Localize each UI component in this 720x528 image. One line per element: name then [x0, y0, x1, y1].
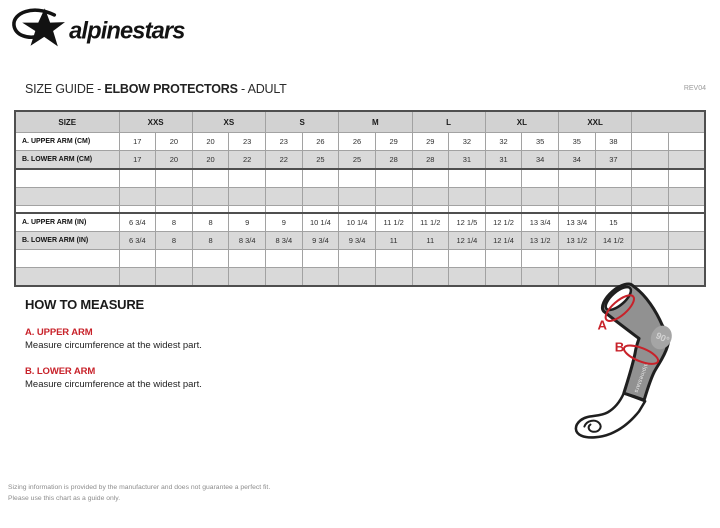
- value-cell: [266, 250, 303, 268]
- value-cell: [412, 250, 449, 268]
- value-cell: 8 3/4: [229, 232, 266, 250]
- value-cell: [229, 169, 266, 188]
- value-cell: 32: [485, 133, 522, 151]
- value-cell: 37: [595, 151, 632, 170]
- revision-label: REV04: [683, 85, 706, 92]
- value-cell: [559, 169, 596, 188]
- size-column-header: XXL: [559, 111, 632, 133]
- elbow-protector-diagram: [553, 282, 720, 478]
- value-cell: [192, 169, 229, 188]
- value-cell: 11 1/2: [375, 213, 412, 232]
- size-column-header: M: [339, 111, 412, 133]
- row-label: B. LOWER ARM (CM): [15, 151, 119, 170]
- value-cell: [119, 250, 156, 268]
- value-cell: [412, 268, 449, 287]
- size-table-header-row: [15, 111, 705, 133]
- value-cell: [522, 250, 559, 268]
- upper-arm-description: Measure circumference at the widest part.: [25, 340, 202, 351]
- value-cell: 28: [375, 151, 412, 170]
- value-cell: [302, 250, 339, 268]
- footer-line-1: Sizing information is provided by the manufacturer and does not guarantee a perfect fit.: [8, 484, 271, 491]
- value-cell: 8 3/4: [266, 232, 303, 250]
- value-cell: 34: [522, 151, 559, 170]
- value-cell: [119, 206, 156, 214]
- value-cell: 10 1/4: [302, 213, 339, 232]
- elbow-sleeve-icon: [602, 283, 675, 400]
- value-cell: 23: [266, 133, 303, 151]
- value-cell: 11: [412, 232, 449, 250]
- logo-wordmark: alpinestars: [69, 18, 185, 45]
- value-cell: [595, 206, 632, 214]
- value-cell: 22: [229, 151, 266, 170]
- size-table-section: [14, 110, 706, 287]
- value-cell: [192, 250, 229, 268]
- value-cell: [192, 206, 229, 214]
- value-cell: [156, 169, 193, 188]
- value-cell: [375, 206, 412, 214]
- value-cell: [119, 169, 156, 188]
- value-cell: 13 3/4: [522, 213, 559, 232]
- row-label: [15, 250, 119, 268]
- value-cell: 13 1/2: [522, 232, 559, 250]
- value-cell: [339, 250, 376, 268]
- value-cell: 25: [339, 151, 376, 170]
- value-cell: 35: [522, 133, 559, 151]
- row-label: A. UPPER ARM (CM): [15, 133, 119, 151]
- size-column-header: S: [266, 111, 339, 133]
- size-table-corner-header: SIZE: [15, 111, 119, 133]
- value-cell: 32: [449, 133, 486, 151]
- value-cell: [375, 268, 412, 287]
- value-cell: [485, 169, 522, 188]
- value-cell: [485, 206, 522, 214]
- size-table-row: [15, 213, 705, 232]
- value-cell: [632, 250, 669, 268]
- size-column-header: XXS: [119, 111, 192, 133]
- value-cell: 20: [192, 133, 229, 151]
- value-cell: [632, 206, 669, 214]
- value-cell: 9 3/4: [339, 232, 376, 250]
- value-cell: [668, 206, 705, 214]
- value-cell: [119, 188, 156, 206]
- value-cell: [156, 250, 193, 268]
- value-cell: [485, 188, 522, 206]
- size-table-row: [15, 250, 705, 268]
- value-cell: [485, 250, 522, 268]
- value-cell: [229, 188, 266, 206]
- value-cell: [668, 188, 705, 206]
- value-cell: [375, 169, 412, 188]
- size-table-row: [15, 133, 705, 151]
- value-cell: 23: [229, 133, 266, 151]
- value-cell: [302, 268, 339, 287]
- value-cell: [668, 133, 705, 151]
- value-cell: 28: [412, 151, 449, 170]
- measure-item-upper-arm: [25, 327, 445, 351]
- value-cell: [668, 250, 705, 268]
- diagram-label-a: A: [597, 317, 608, 333]
- value-cell: 34: [559, 151, 596, 170]
- measure-item-lower-arm: [25, 366, 445, 390]
- value-cell: 12 1/4: [449, 232, 486, 250]
- value-cell: [229, 268, 266, 287]
- value-cell: 14 1/2: [595, 232, 632, 250]
- value-cell: 31: [485, 151, 522, 170]
- value-cell: 12 1/2: [485, 213, 522, 232]
- value-cell: [449, 206, 486, 214]
- value-cell: [668, 151, 705, 170]
- alpinestars-star-icon: [14, 8, 65, 46]
- value-cell: [449, 268, 486, 287]
- value-cell: 9: [229, 213, 266, 232]
- size-table-row: [15, 232, 705, 250]
- value-cell: [595, 250, 632, 268]
- value-cell: [266, 268, 303, 287]
- row-label: [15, 268, 119, 287]
- row-label: [15, 188, 119, 206]
- value-cell: [632, 133, 669, 151]
- alpinestars-logo: [8, 6, 186, 50]
- value-cell: [229, 206, 266, 214]
- value-cell: [559, 188, 596, 206]
- size-column-header: L: [412, 111, 485, 133]
- size-table: [14, 110, 706, 287]
- size-column-header: XL: [485, 111, 558, 133]
- footer-disclaimer: [8, 483, 270, 504]
- value-cell: [156, 188, 193, 206]
- value-cell: [266, 169, 303, 188]
- value-cell: [449, 169, 486, 188]
- value-cell: [595, 188, 632, 206]
- value-cell: 38: [595, 133, 632, 151]
- value-cell: [302, 188, 339, 206]
- footer-line-2: Please use this chart as a guide only.: [8, 494, 121, 502]
- how-to-measure-section: [25, 297, 445, 390]
- value-cell: [522, 169, 559, 188]
- value-cell: [339, 206, 376, 214]
- value-cell: 8: [192, 232, 229, 250]
- value-cell: 15: [595, 213, 632, 232]
- size-table-row: [15, 206, 705, 214]
- value-cell: 11: [375, 232, 412, 250]
- value-cell: 17: [119, 151, 156, 170]
- value-cell: 20: [192, 151, 229, 170]
- value-cell: 31: [449, 151, 486, 170]
- title-prefix: SIZE GUIDE -: [25, 82, 105, 96]
- value-cell: 22: [266, 151, 303, 170]
- value-cell: [375, 188, 412, 206]
- value-cell: [192, 268, 229, 287]
- value-cell: [632, 232, 669, 250]
- value-cell: 9 3/4: [302, 232, 339, 250]
- row-label: A. UPPER ARM (IN): [15, 213, 119, 232]
- size-table-row: [15, 169, 705, 188]
- value-cell: [485, 268, 522, 287]
- size-column-header: [632, 111, 705, 133]
- value-cell: [595, 169, 632, 188]
- title-product: ELBOW PROTECTORS: [104, 82, 238, 96]
- value-cell: 26: [339, 133, 376, 151]
- value-cell: 29: [375, 133, 412, 151]
- value-cell: [559, 206, 596, 214]
- value-cell: 10 1/4: [339, 213, 376, 232]
- lower-arm-description: Measure circumference at the widest part.: [25, 379, 202, 390]
- lower-arm-heading: B. LOWER ARM: [25, 366, 96, 377]
- value-cell: [302, 169, 339, 188]
- value-cell: [119, 268, 156, 287]
- value-cell: [668, 213, 705, 232]
- value-cell: [156, 268, 193, 287]
- value-cell: 13 1/2: [559, 232, 596, 250]
- value-cell: 29: [412, 133, 449, 151]
- size-table-row: [15, 188, 705, 206]
- value-cell: [668, 232, 705, 250]
- value-cell: [449, 188, 486, 206]
- value-cell: [156, 206, 193, 214]
- value-cell: [412, 188, 449, 206]
- value-cell: [449, 250, 486, 268]
- row-label: B. LOWER ARM (IN): [15, 232, 119, 250]
- value-cell: [339, 169, 376, 188]
- value-cell: 8: [156, 213, 193, 232]
- value-cell: [339, 268, 376, 287]
- value-cell: [632, 151, 669, 170]
- value-cell: 13 3/4: [559, 213, 596, 232]
- size-table-row: [15, 151, 705, 170]
- value-cell: [266, 206, 303, 214]
- title-suffix: - ADULT: [237, 82, 287, 96]
- value-cell: 20: [156, 151, 193, 170]
- value-cell: [339, 188, 376, 206]
- value-cell: 12 1/5: [449, 213, 486, 232]
- value-cell: 17: [119, 133, 156, 151]
- value-cell: 12 1/4: [485, 232, 522, 250]
- value-cell: 25: [302, 151, 339, 170]
- value-cell: 9: [266, 213, 303, 232]
- value-cell: 8: [156, 232, 193, 250]
- value-cell: 26: [302, 133, 339, 151]
- value-cell: [375, 250, 412, 268]
- value-cell: [412, 206, 449, 214]
- value-cell: [522, 206, 559, 214]
- row-label: [15, 206, 119, 214]
- size-table-body: [15, 133, 705, 287]
- elbow-angle-label: 90°: [654, 330, 671, 346]
- diagram-label-b: B: [614, 339, 625, 355]
- value-cell: [302, 206, 339, 214]
- size-column-header: XS: [192, 111, 265, 133]
- value-cell: [632, 188, 669, 206]
- value-cell: [266, 188, 303, 206]
- row-label: [15, 169, 119, 188]
- value-cell: 6 3/4: [119, 213, 156, 232]
- value-cell: [522, 188, 559, 206]
- value-cell: [632, 213, 669, 232]
- how-to-measure-title: HOW TO MEASURE: [25, 297, 145, 312]
- value-cell: [559, 250, 596, 268]
- value-cell: 20: [156, 133, 193, 151]
- hand-icon: [576, 393, 645, 437]
- value-cell: 35: [559, 133, 596, 151]
- value-cell: 11 1/2: [412, 213, 449, 232]
- value-cell: [412, 169, 449, 188]
- value-cell: [192, 188, 229, 206]
- value-cell: 8: [192, 213, 229, 232]
- value-cell: [632, 169, 669, 188]
- sleeve-brand-text: alpinestars: [632, 362, 649, 394]
- page-title: [25, 82, 287, 96]
- value-cell: 6 3/4: [119, 232, 156, 250]
- upper-arm-heading: A. UPPER ARM: [25, 327, 93, 338]
- value-cell: [229, 250, 266, 268]
- value-cell: [668, 169, 705, 188]
